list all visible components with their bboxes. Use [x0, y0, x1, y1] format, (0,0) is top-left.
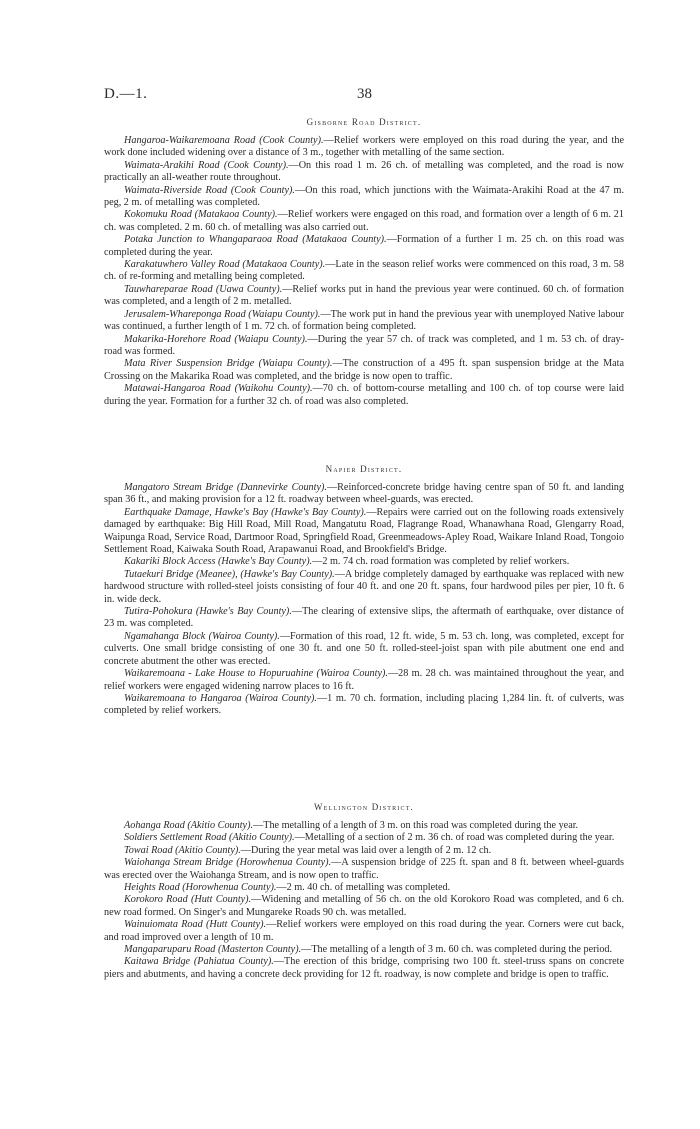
road-name: Tutira-Pohokura (Hawke's Bay County).	[124, 606, 292, 618]
paragraph-text: —Metalling of a section of 2 m. 36 ch. of road was completed during the year.	[294, 832, 615, 844]
paragraph-list	[104, 820, 624, 981]
section-title: Gisborne Road District.	[306, 117, 422, 127]
paragraph	[104, 507, 624, 557]
paragraph	[104, 832, 624, 844]
road-name: Tauwhareparae Road (Uawa County).	[124, 283, 283, 295]
road-name: Kokomuku Road (Matakaoa County).	[124, 209, 278, 221]
road-name: Tutaekuri Bridge (Meanee), (Hawke's Bay County).	[124, 568, 335, 580]
section-wellington-district	[104, 802, 624, 981]
road-name: Mata River Suspension Bridge (Waiapu County).	[124, 358, 333, 370]
road-name: Korokoro Road (Hutt County).	[124, 894, 252, 906]
paragraph	[104, 820, 624, 832]
road-name: Ngamahanga Block (Wairoa County).	[124, 630, 280, 642]
paragraph	[104, 209, 624, 234]
paragraph-text: —A bridge completely damaged by earthquake was replaced with new hardwood structure with rolled-steel joists consisting of four 40 ft. and one 20 ft. spans, four hardwood piles per pier, 10 ft. 6 in. wide deck.	[104, 568, 624, 605]
road-name: Waikaremoana to Hangaroa (Wairoa County).	[124, 692, 317, 704]
paragraph	[104, 693, 624, 718]
road-name: Mangatoro Stream Bridge (Dannevirke County).	[124, 482, 327, 493]
paragraph-text: —2 m. 40 ch. of metalling was completed.	[276, 882, 451, 894]
paragraph-text: —The metalling of a length of 3 m. 60 ch. was completed during the period.	[301, 944, 613, 956]
section-title: Napier District.	[325, 464, 403, 474]
paragraph	[104, 259, 624, 284]
road-name: Mangaparuparu Road (Masterton County).	[124, 944, 302, 956]
paragraph	[104, 358, 624, 383]
road-name: Makarika-Horehore Road (Waiapu County).	[124, 333, 308, 345]
paragraph-text: —The metalling of a length of 3 m. on this road was completed during the year.	[253, 820, 579, 831]
road-name: Aohanga Road (Akitio County).	[124, 820, 254, 831]
road-name: Karakatuwhero Valley Road (Matakaoa County).	[124, 259, 326, 271]
paragraph-text: —During the year metal was laid over a length of 2 m. 12 ch.	[240, 844, 492, 856]
paragraph	[104, 185, 624, 210]
paragraph	[104, 569, 624, 606]
paragraph-text: —Relief workers were employed on this road during the year. Corners were cut back, and road improved over a length of 10 m.	[104, 919, 624, 943]
paragraph-text: —Formation of a further 1 m. 25 ch. on this road was completed during the year.	[104, 234, 624, 258]
road-name: Soldiers Settlement Road (Akitio County).	[124, 832, 295, 844]
paragraph	[104, 857, 624, 882]
road-name: Potaka Junction to Whangaparaoa Road (Matakaoa County).	[124, 234, 387, 246]
road-name: Heights Road (Horowhenua County).	[124, 882, 277, 894]
paragraph	[104, 284, 624, 309]
paragraph-text: —During the year 57 ch. of track was completed, and 1 m. 53 ch. of dray-road was formed.	[104, 333, 624, 357]
page-number: 38	[357, 86, 372, 102]
road-name: Earthquake Damage, Hawke's Bay (Hawke's Bay County).	[124, 506, 367, 518]
road-name: Wainuiomata Road (Hutt County).	[124, 919, 267, 931]
road-name: Waiohanga Stream Bridge (Horowhenua County).	[124, 857, 332, 869]
road-name: Jerusalem-Whareponga Road (Waiapu County).	[124, 308, 321, 320]
paragraph-text: —On this road, which junctions with the Waimata-Arakihi Road at the 47 m. peg, 2 m. of metalling was completed.	[104, 184, 624, 209]
paragraph-list	[104, 135, 624, 408]
section-title: Wellington District.	[313, 802, 415, 812]
road-name: Towai Road (Akitio County).	[124, 844, 241, 856]
paragraph-text: —On this road 1 m. 26 ch. of metalling was completed, and the road is now practically an all-weather route throughout.	[104, 159, 624, 184]
paragraph	[104, 309, 624, 334]
paragraph	[104, 894, 624, 919]
paragraph-text: —Formation of this road, 12 ft. wide, 5 m. 53 ch. long, was completed, except for culverts. One small bridge consisting of one 30 ft. and one 50 ft. rolled-steel-joist span with pile abutment one end and concrete abutment the other was erected.	[104, 630, 624, 667]
paragraph-text: —Late in the season relief works were commenced on this road, 3 m. 58 ch. of re-forming and metalling being completed.	[104, 259, 624, 283]
paragraph	[104, 482, 624, 507]
paragraph	[104, 334, 624, 359]
paragraph	[104, 919, 624, 944]
road-name: Waimata-Arakihi Road (Cook County).	[124, 159, 289, 171]
paragraph	[104, 631, 624, 668]
paragraph	[104, 882, 624, 894]
section-gisborne-road-district	[104, 117, 624, 408]
paragraph-text: —Repairs were carried out on the following roads extensively damaged by earthquake: Big Hill Road, Mill Road, Mangatutu Road, Flagrange Road, Whanawhana Road, Glengarry Road, Waipunga Road, Service Road, Dartmoor Road, Springfield Road, Greenmeadows-Apley Road, Waikare Inland Road, Tongoio Settlement Road, Kaiwaka South Road, Arapawanui Road, and Brookfield's Bridge.	[104, 506, 624, 556]
paragraph	[104, 556, 624, 568]
page-header	[104, 86, 624, 106]
section-napier-district	[104, 464, 624, 718]
road-name: Waimata-Riverside Road (Cook County).	[124, 184, 295, 196]
road-name: Kaitawa Bridge (Pahiatua County).	[124, 956, 274, 968]
paragraph-text: —Relief works put in hand the previous year were continued. 60 ch. of formation was completed, and a length of 2 m. metalled.	[104, 283, 624, 308]
road-name: Waikaremoana - Lake House to Hopuruahine (Wairoa County).	[124, 668, 388, 680]
paragraph	[104, 606, 624, 631]
paragraph-text: —Relief workers were engaged on this road, and formation over a length of 6 m. 21 ch. was completed. 2 m. 60 ch. of metalling was also carried out.	[104, 209, 624, 233]
paragraph	[104, 383, 624, 408]
paragraph-text: —The construction of a 495 ft. span suspension bridge at the Mata Crossing on the Makarika Road was completed, and the bridge is now open to traffic.	[104, 358, 624, 382]
paragraph	[104, 234, 624, 259]
paragraph-list	[104, 482, 624, 718]
paragraph	[104, 160, 624, 185]
paragraph-text: —A suspension bridge of 225 ft. span and 8 ft. between wheel-guards was erected over the Waiohanga Stream, and is now open to traffic.	[104, 857, 624, 881]
paragraph	[104, 944, 624, 956]
paragraph	[104, 845, 624, 857]
paragraph-text: —The clearing of extensive slips, the aftermath of earthquake, over distance of 23 m. was completed.	[104, 606, 624, 630]
road-name: Matawai-Hangaroa Road (Waikohu County).	[124, 383, 313, 395]
paragraph	[104, 956, 624, 981]
paragraph	[104, 135, 624, 160]
paragraph-text: —The work put in hand the previous year with unemployed Native labour was continued, a further length of 1 m. 72 ch. of formation being completed.	[104, 308, 624, 333]
paragraph	[104, 668, 624, 693]
paragraph-text: —Relief workers were employed on this road during the year, and the work done included widening over a distance of 3 m., together with metalling of the same section.	[104, 135, 624, 159]
paragraph-text: —28 m. 28 ch. was maintained throughout the year, and relief workers were engaged widening narrow places to 16 ft.	[104, 668, 624, 692]
road-name: Kakariki Block Access (Hawke's Bay County).	[124, 556, 313, 568]
road-name: Hangaroa-Waikaremoana Road (Cook County).	[124, 135, 324, 146]
document-reference: D.—1.	[104, 86, 148, 102]
paragraph-text: —The erection of this bridge, comprising two 100 ft. steel-truss spans on concrete piers and abutments, and having a concrete deck providing for 12 ft. roadway, is now complete and bridge is open to traffic.	[104, 956, 625, 980]
paragraph-text: —Widening and metalling of 56 ch. on the old Korokoro Road was completed, and 6 ch. new road formed. On Singer's and Mungareke Roads 90 ch. was metalled.	[104, 894, 625, 918]
paragraph-text: —Reinforced-concrete bridge having centre span of 50 ft. and landing span 36 ft., and making provision for a 12 ft. roadway between wheel-guards, was erected.	[104, 482, 624, 506]
paragraph-text: —2 m. 74 ch. road formation was completed by relief workers.	[312, 556, 570, 568]
paragraph-text: —1 m. 70 ch. formation, including placing 1,284 lin. ft. of culverts, was completed by relief workers.	[104, 692, 624, 717]
paragraph-text: —70 ch. of bottom-course metalling and 100 ch. of top course were laid during the year. Formation for a further 32 ch. of road was also completed.	[104, 383, 624, 407]
